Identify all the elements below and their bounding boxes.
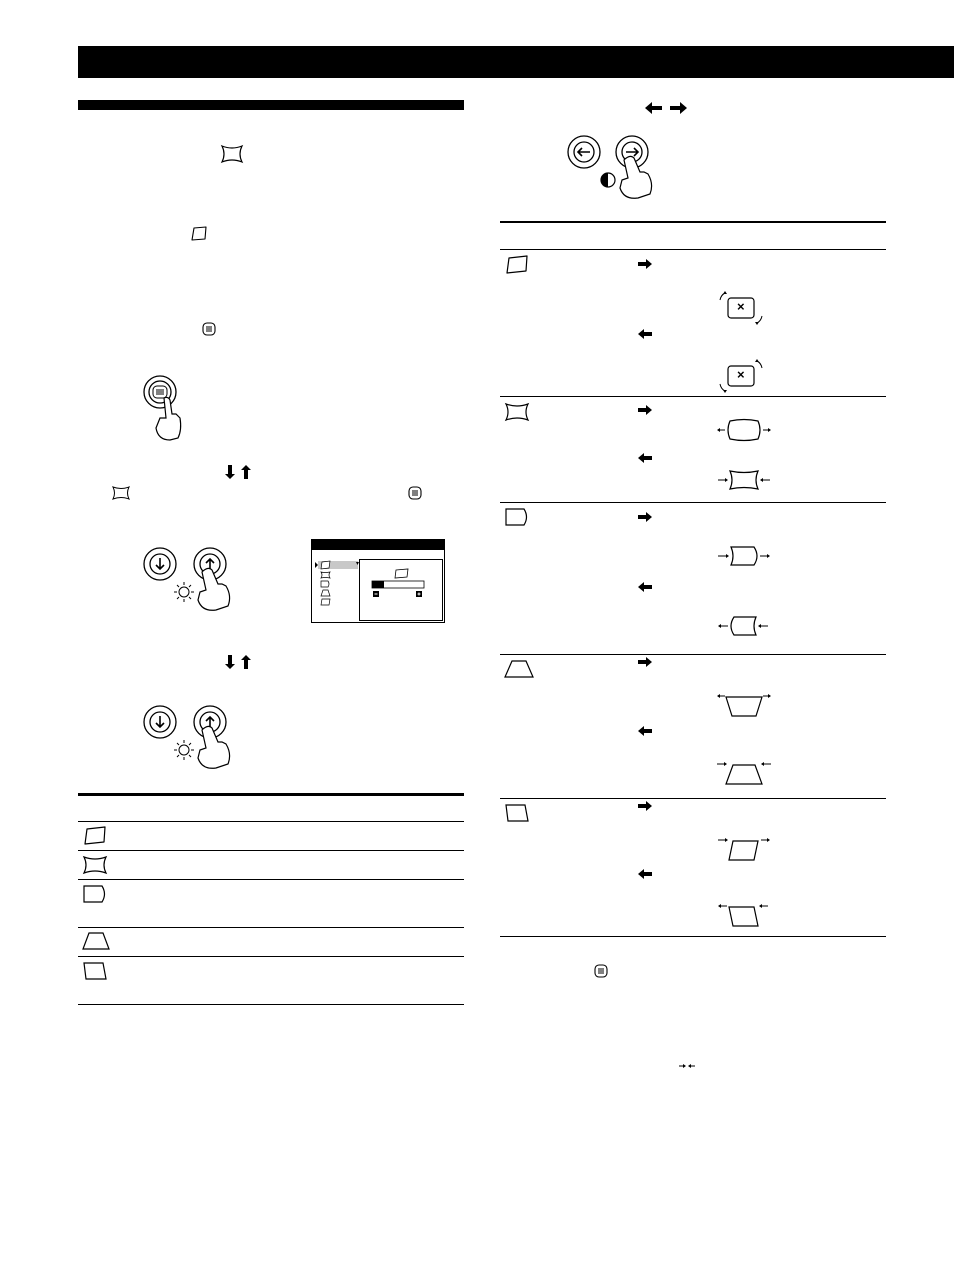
down-up-buttons[interactable] <box>142 546 242 616</box>
menu-button-icon <box>408 486 422 500</box>
rotation-icon <box>82 826 108 846</box>
right-arrow-icon <box>637 656 653 668</box>
rotation-clockwise-diagram <box>716 290 766 326</box>
rotation-icon <box>190 226 208 242</box>
trapezoid-narrow-top-diagram <box>716 758 772 786</box>
menu-button[interactable] <box>142 374 190 444</box>
left-arrow-icon <box>637 581 653 593</box>
pincushion-icon <box>504 402 530 422</box>
section-heading-bar <box>78 100 464 110</box>
right-arrow-icon <box>637 511 653 523</box>
right-table-top-rule <box>500 221 886 223</box>
table-row-rule <box>500 502 886 503</box>
rotation-marker: × <box>737 299 745 314</box>
parallelogram-icon <box>504 803 530 823</box>
pincushion-icon <box>82 855 108 875</box>
table-row-rule <box>78 850 464 851</box>
pincushion-icon <box>220 144 244 164</box>
table-row-rule <box>500 654 886 655</box>
table-row-rule <box>78 956 464 957</box>
left-table-bottom-rule <box>78 1004 464 1005</box>
menu-button-icon <box>202 322 216 336</box>
left-right-arrows-icon <box>644 100 688 116</box>
table-row-rule <box>78 927 464 928</box>
right-table-header-rule <box>500 249 886 250</box>
left-arrow-icon <box>637 868 653 880</box>
left-table-top-rule <box>78 793 464 796</box>
parallelogram-right-diagram <box>716 834 772 862</box>
pin-balance-icon <box>504 507 530 527</box>
up-down-arrows-icon <box>222 654 252 670</box>
osd-menu <box>311 539 445 623</box>
parallelogram-left-diagram <box>716 900 772 928</box>
menu-button-icon <box>594 964 608 978</box>
trapezoid-wide-top-diagram <box>716 690 772 718</box>
trapezoid-icon <box>504 659 534 679</box>
parallelogram-icon <box>82 961 108 981</box>
down-up-buttons[interactable] <box>142 704 242 774</box>
up-down-arrows-icon <box>222 464 252 480</box>
left-table-header-rule <box>78 821 464 822</box>
pincushion-inward-diagram <box>716 468 772 492</box>
reset-arrows-icon <box>678 1062 696 1070</box>
rotation-counterclockwise-diagram <box>716 358 766 394</box>
pin-balance-left-diagram <box>716 614 772 638</box>
left-arrow-icon <box>637 452 653 464</box>
rotation-marker: × <box>737 367 745 382</box>
right-arrow-icon <box>637 800 653 812</box>
pincushion-outward-diagram <box>716 418 772 442</box>
pincushion-icon <box>112 486 130 500</box>
left-right-buttons[interactable] <box>566 134 676 204</box>
table-row-rule <box>78 879 464 880</box>
table-row-rule <box>500 396 886 397</box>
right-arrow-icon <box>637 258 653 270</box>
osd-icons <box>312 540 444 622</box>
table-row-rule <box>500 798 886 799</box>
right-table-bottom-rule <box>500 936 886 937</box>
left-arrow-icon <box>637 725 653 737</box>
trapezoid-icon <box>82 931 110 951</box>
pin-balance-right-diagram <box>716 544 772 568</box>
left-arrow-icon <box>637 328 653 340</box>
page-header-bar <box>78 46 954 78</box>
pin-balance-icon <box>82 884 108 904</box>
rotation-icon <box>504 255 530 275</box>
right-arrow-icon <box>637 404 653 416</box>
